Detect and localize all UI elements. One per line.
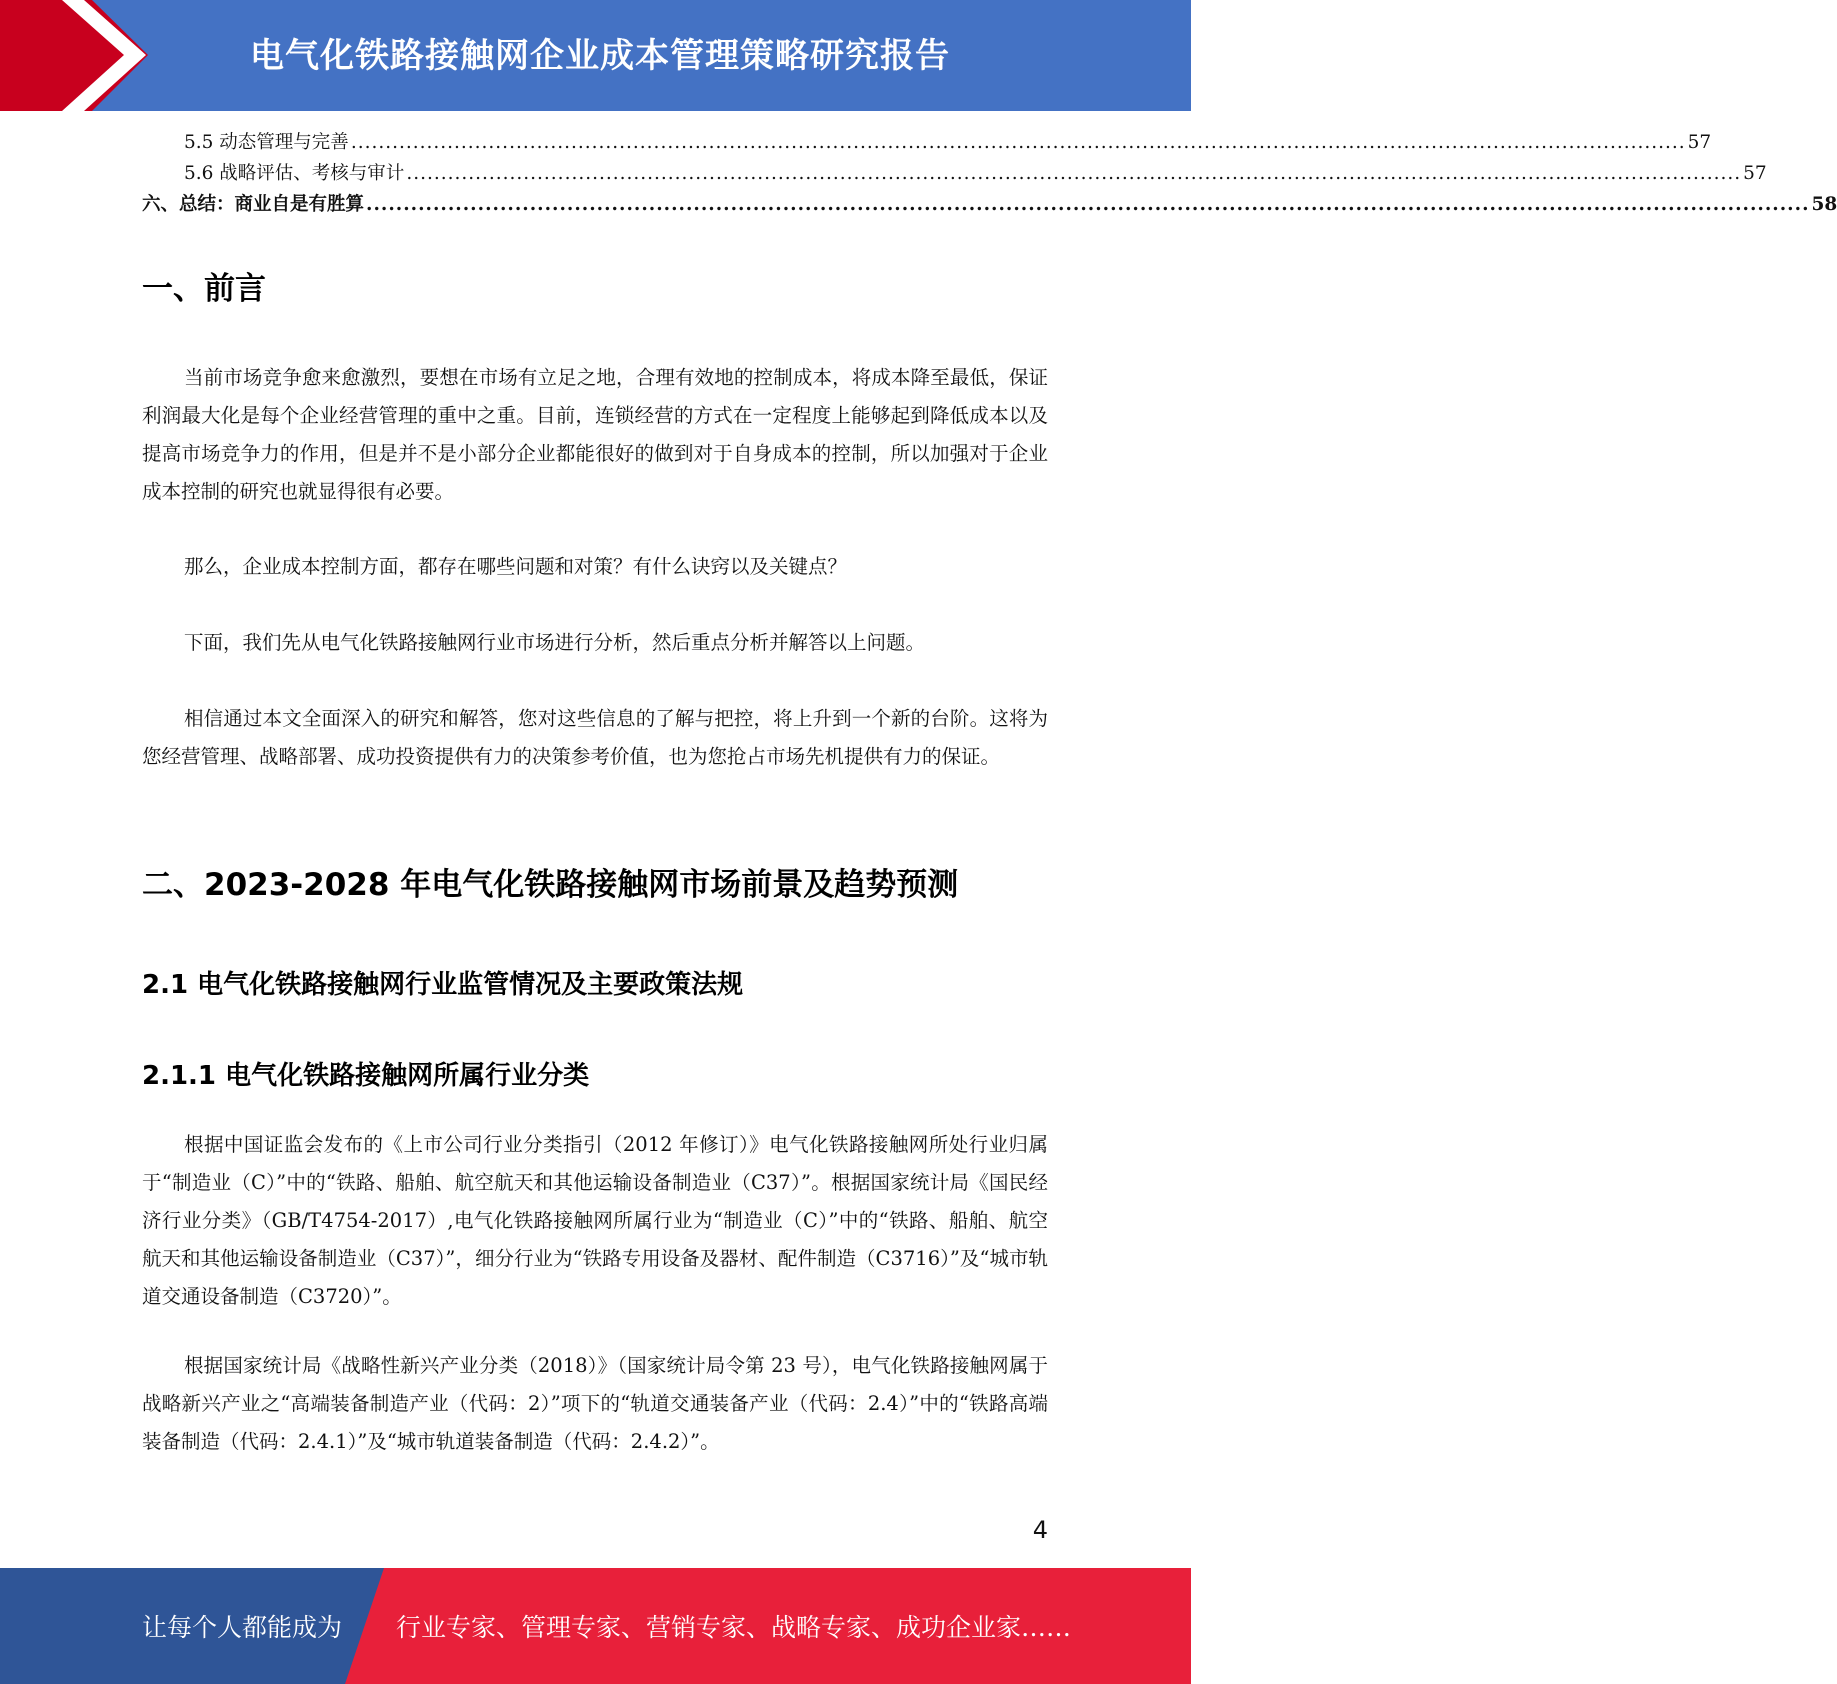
body-paragraph: 根据国家统计局《战略性新兴产业分类（2018）》（国家统计局令第 23 号），电气化铁路接触网属于战略新兴产业之“高端装备制造产业（代码：2）”项下的“轨道交通装备产业（代码：2.4）”中的“铁路高端装备制造（代码：2.4.1）”及“城市轨道装备制造（代码：2.4.2）”。 bbox=[142, 1354, 1048, 1453]
toc-entry[interactable] bbox=[142, 190, 1837, 221]
header-arrow-decoration bbox=[0, 0, 160, 111]
toc-leader-dots: .................................................................................................................................................................................................. bbox=[366, 194, 1810, 215]
toc-entry-label: 六、总结：商业自是有胜算 bbox=[142, 194, 365, 215]
footer-slogan-left: 让每个人都能成为 bbox=[142, 1613, 343, 1642]
toc-entry-label: 5.5 动态管理与完善 bbox=[184, 132, 349, 153]
toc-leader-dots: .................................................................................................................................................................................................. bbox=[350, 132, 1686, 153]
body-paragraph: 那么，企业成本控制方面，都存在哪些问题和对策？有什么诀窍以及关键点？ bbox=[184, 555, 848, 578]
table-of-contents bbox=[142, 128, 1837, 221]
toc-entry-page: 58 bbox=[1811, 194, 1837, 215]
subsection-heading-classification: 2.1.1 电气化铁路接触网所属行业分类 bbox=[142, 1061, 590, 1091]
body-paragraph: 相信通过本文全面深入的研究和解答，您对这些信息的了解与把控，将上升到一个新的台阶。这将为您经营管理、战略部署、成功投资提供有力的决策参考价值，也为您抢占市场先机提供有力的保证。 bbox=[142, 707, 1048, 768]
toc-entry-label: 5.6 战略评估、考核与审计 bbox=[184, 163, 405, 184]
body-paragraph: 当前市场竞争愈来愈激烈，要想在市场有立足之地，合理有效地的控制成本，将成本降至最低，保证利润最大化是每个企业经营管理的重中之重。目前，连锁经营的方式在一定程度上能够起到降低成本以及提高市场竞争力的作用，但是并不是小部分企业都能很好的做到对于自身成本的控制，所以加强对于企业成本控制的研究也就显得很有必要。 bbox=[142, 366, 1048, 503]
section-heading-preface: 一、前言 bbox=[142, 271, 266, 307]
toc-entry-page: 57 bbox=[1687, 132, 1712, 153]
report-title: 电气化铁路接触网企业成本管理策略研究报告 bbox=[250, 36, 950, 76]
section-heading-market-outlook: 二、2023-2028 年电气化铁路接触网市场前景及趋势预测 bbox=[142, 867, 959, 903]
toc-entry[interactable] bbox=[142, 159, 1767, 190]
page-header bbox=[0, 0, 1191, 111]
toc-leader-dots: .................................................................................................................................................................................................. bbox=[406, 163, 1742, 184]
body-paragraph: 下面，我们先从电气化铁路接触网行业市场进行分析，然后重点分析并解答以上问题。 bbox=[184, 631, 926, 654]
toc-entry-page: 57 bbox=[1743, 163, 1767, 184]
body-paragraph: 根据中国证监会发布的《上市公司行业分类指引（2012 年修订）》电气化铁路接触网所处行业归属于“制造业（C）”中的“铁路、船舶、航空航天和其他运输设备制造业（C37）”。根据国家统计局《国民经济行业分类》（GB/T4754-2017）,电气化铁路接触网所属行业为“制造业（C）”中的“铁路、船舶、航空航天和其他运输设备制造业（C37）”，细分行业为“铁路专用设备及器材、配件制造（C3716）”及“城市轨道交通设备制造（C3720）”。 bbox=[142, 1133, 1048, 1308]
toc-entry[interactable] bbox=[142, 128, 1712, 159]
subsection-heading-regulation: 2.1 电气化铁路接触网行业监管情况及主要政策法规 bbox=[142, 970, 744, 1000]
page-footer bbox=[0, 1568, 1191, 1684]
footer-slogan-right: 行业专家、管理专家、营销专家、战略专家、成功企业家…… bbox=[396, 1613, 1072, 1642]
page-number: 4 bbox=[1032, 1516, 1048, 1544]
